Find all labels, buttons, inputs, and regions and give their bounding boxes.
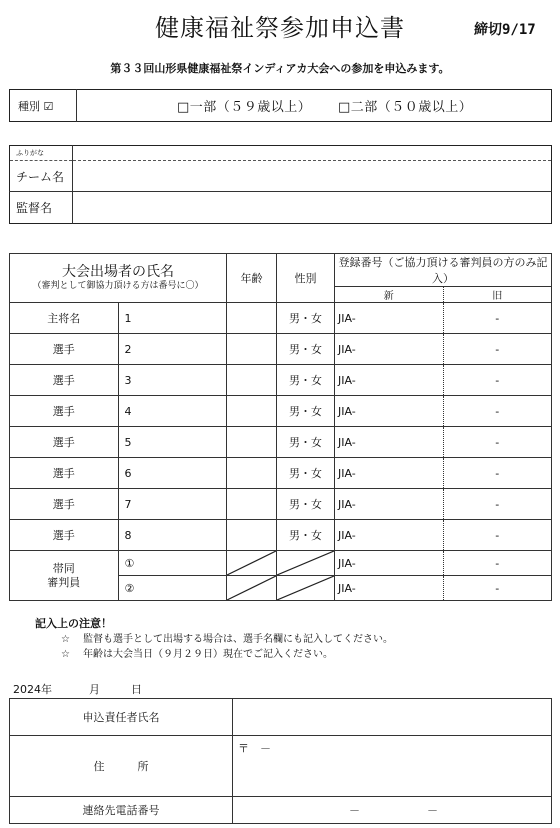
furigana-field[interactable] <box>73 146 552 161</box>
player-reg-old[interactable]: - <box>443 458 552 489</box>
player-sex-field[interactable]: 男・女 <box>277 365 335 396</box>
player-role: 選手 <box>10 489 119 520</box>
manager-label: 監督名 <box>10 192 73 224</box>
team-name-label: チーム名 <box>10 161 73 192</box>
referee-age-1-disabled <box>227 551 277 576</box>
player-sex-field[interactable]: 男・女 <box>277 489 335 520</box>
player-sex-field[interactable]: 男・女 <box>277 427 335 458</box>
referee-name-1[interactable] <box>118 551 227 576</box>
referee-new-2[interactable]: JIA- <box>335 576 444 601</box>
applicant-section <box>9 698 552 824</box>
player-role: 選手 <box>10 427 119 458</box>
note-text-1: 監督も選手として出場する場合は、選手名欄にも記入してください。 <box>83 634 393 645</box>
form-subtitle: 第３３回山形県健康福祉祭インディアカ大会への参加を申込みます。 <box>110 62 450 75</box>
player-age-field[interactable] <box>227 427 277 458</box>
player-sex-field[interactable]: 男・女 <box>277 458 335 489</box>
player-reg-new[interactable]: JIA- <box>335 396 444 427</box>
player-age-field[interactable] <box>227 396 277 427</box>
player-row <box>10 489 552 520</box>
header-age: 年齢 <box>227 254 277 303</box>
player-age-field[interactable] <box>227 489 277 520</box>
player-reg-new[interactable]: JIA- <box>335 365 444 396</box>
player-number: 8 <box>124 528 132 542</box>
player-number: 4 <box>124 404 132 418</box>
date-month[interactable]: 月 <box>89 683 100 696</box>
phone-separator-1: － <box>349 804 360 817</box>
notes-title: 記入上の注意！ <box>35 617 112 630</box>
player-row <box>10 458 552 489</box>
referee-num-2: ② <box>124 581 135 595</box>
player-age-field[interactable] <box>227 365 277 396</box>
player-role: 選手 <box>10 365 119 396</box>
player-number: 3 <box>124 373 132 387</box>
player-number: 2 <box>124 342 132 356</box>
player-row <box>10 303 552 334</box>
player-reg-new[interactable]: JIA- <box>335 427 444 458</box>
header-participants <box>10 254 227 303</box>
header-registration: 登録番号（ご協力頂ける審判員の方のみ記入） <box>335 254 552 287</box>
player-name-field[interactable] <box>118 489 227 520</box>
team-section <box>9 145 552 224</box>
player-reg-old[interactable]: - <box>443 365 552 396</box>
player-number: 1 <box>124 311 132 325</box>
player-row <box>10 365 552 396</box>
referee-old-2[interactable]: - <box>443 576 552 601</box>
player-reg-new[interactable]: JIA- <box>335 489 444 520</box>
deadline-label: 締切9/17 <box>474 22 536 38</box>
diagonal-slash-icon <box>277 551 334 575</box>
player-role: 選手 <box>10 520 119 551</box>
player-number: 5 <box>124 435 132 449</box>
player-name-field[interactable] <box>118 365 227 396</box>
note-item-1 <box>61 630 393 645</box>
player-reg-old[interactable]: - <box>443 427 552 458</box>
referee-label-line1: 帯同 <box>52 561 75 575</box>
star-icon: ☆ <box>61 649 70 660</box>
postal-code-mark: 〒 － <box>238 742 271 755</box>
player-name-field[interactable] <box>118 303 227 334</box>
player-name-field[interactable] <box>118 520 227 551</box>
player-age-field[interactable] <box>227 458 277 489</box>
referee-sex-1-disabled <box>277 551 335 576</box>
header-name-note: （審判として御協力頂ける方は番号に〇） <box>32 281 204 291</box>
form-title: 健康福祉祭参加申込書 <box>155 14 405 42</box>
player-sex-field[interactable]: 男・女 <box>277 303 335 334</box>
player-name-field[interactable] <box>118 427 227 458</box>
address-field[interactable] <box>233 736 552 797</box>
player-name-field[interactable] <box>118 396 227 427</box>
header-old: 旧 <box>443 287 552 303</box>
player-reg-old[interactable]: - <box>443 334 552 365</box>
player-role: 主将名 <box>10 303 119 334</box>
referee-sex-2-disabled <box>277 576 335 601</box>
date-line <box>13 681 142 697</box>
phone-separator-2: － <box>427 804 438 817</box>
player-row <box>10 427 552 458</box>
header-name: 大会出場者の氏名 <box>62 264 174 280</box>
referee-new-1[interactable]: JIA- <box>335 551 444 576</box>
player-role: 選手 <box>10 334 119 365</box>
player-reg-old[interactable]: - <box>443 396 552 427</box>
player-rows <box>10 303 552 551</box>
referee-num-1: ① <box>124 556 135 570</box>
player-reg-new[interactable]: JIA- <box>335 520 444 551</box>
player-number: 7 <box>124 497 132 511</box>
diagonal-slash-icon <box>277 576 334 600</box>
player-number: 6 <box>124 466 132 480</box>
player-age-field[interactable] <box>227 520 277 551</box>
player-sex-field[interactable]: 男・女 <box>277 520 335 551</box>
referee-name-2[interactable] <box>118 576 227 601</box>
player-sex-field[interactable]: 男・女 <box>277 396 335 427</box>
header-new: 新 <box>335 287 444 303</box>
player-sex-field[interactable]: 男・女 <box>277 334 335 365</box>
referee-old-1[interactable]: - <box>443 551 552 576</box>
player-row <box>10 520 552 551</box>
category-options <box>77 90 552 122</box>
note-item-2 <box>61 645 333 660</box>
diagonal-slash-icon <box>227 551 276 575</box>
manager-field[interactable] <box>73 192 552 224</box>
player-row <box>10 334 552 365</box>
player-name-field[interactable] <box>118 458 227 489</box>
players-table <box>9 253 552 601</box>
player-reg-old[interactable]: - <box>443 303 552 334</box>
note-text-2: 年齢は大会当日（９月２９日）現在でご記入ください。 <box>83 649 333 660</box>
player-reg-new[interactable]: JIA- <box>335 334 444 365</box>
phone-label: 連絡先電話番号 <box>10 797 233 824</box>
category-option-2[interactable]: □二部（５０歳以上） <box>337 100 473 115</box>
referee-label-line2: 審判員 <box>47 575 81 589</box>
date-day[interactable]: 日 <box>131 683 142 696</box>
date-year[interactable]: 2024年 <box>13 683 52 696</box>
referee-label <box>10 551 119 601</box>
star-icon: ☆ <box>61 634 70 645</box>
player-name-field[interactable] <box>118 334 227 365</box>
referee-age-2-disabled <box>227 576 277 601</box>
player-reg-new[interactable]: JIA- <box>335 458 444 489</box>
header-sex: 性別 <box>277 254 335 303</box>
category-label: 種別 ☑ <box>10 90 77 122</box>
applicant-name-field[interactable] <box>233 699 552 736</box>
applicant-name-label: 申込責任者氏名 <box>10 699 233 736</box>
team-name-field[interactable] <box>73 161 552 192</box>
player-row <box>10 396 552 427</box>
phone-field[interactable] <box>233 797 552 824</box>
player-role: 選手 <box>10 458 119 489</box>
category-option-1[interactable]: □一部（５９歳以上） <box>177 100 312 115</box>
player-age-field[interactable] <box>227 303 277 334</box>
player-reg-new[interactable]: JIA- <box>335 303 444 334</box>
player-role: 選手 <box>10 396 119 427</box>
diagonal-slash-icon <box>227 576 276 600</box>
player-age-field[interactable] <box>227 334 277 365</box>
furigana-label: ふりがな <box>10 146 73 161</box>
player-reg-old[interactable]: - <box>443 520 552 551</box>
player-reg-old[interactable]: - <box>443 489 552 520</box>
address-label: 住 所 <box>10 736 233 797</box>
category-section <box>9 89 552 122</box>
